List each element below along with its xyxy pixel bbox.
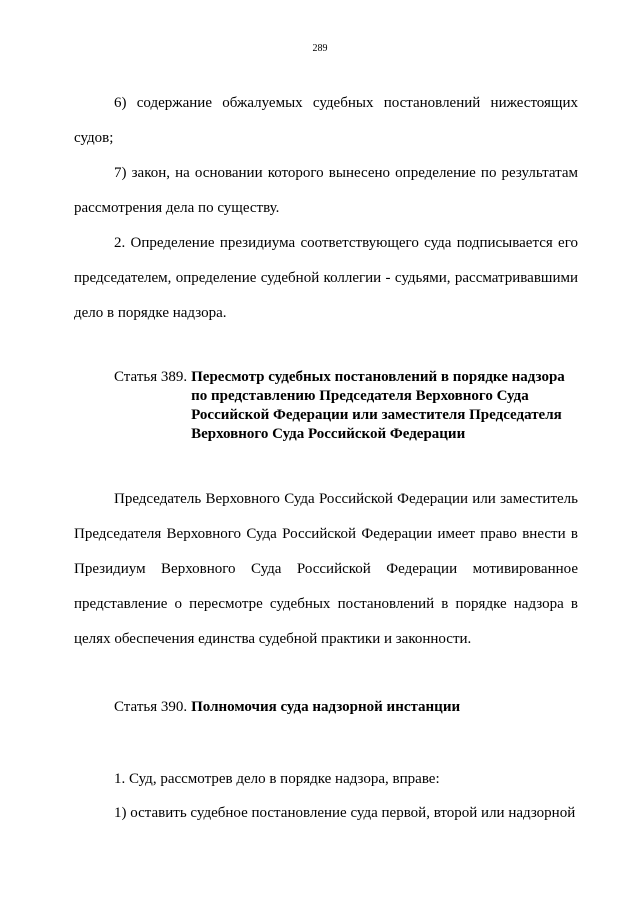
article-390-label: Статья 390.	[114, 699, 188, 715]
article-389-body: Председатель Верховного Суда Российской Федерации или заместитель Председателя Верховного Суда Российской Федерации имеет право внести в Президиум Верховного Суда Российской Федерации мотивированное представление о пересмотре судебных постановлений в порядке надзора в целях обеспечения единства судебной практики и законности.	[74, 491, 578, 647]
article-389-title: Пересмотр судебных постановлений в порядке надзора по представлению Председателя Верховного Суда Российской Федерации или заместителя Председателя Верховного Суда Российской Федерации	[191, 369, 565, 442]
paragraph-item-6: 6) содержание обжалуемых судебных постановлений нижестоящих судов;	[74, 95, 578, 146]
article-390-point-1: 1. Суд, рассмотрев дело в порядке надзора, вправе:	[114, 771, 440, 787]
article-389-label: Статья 389.	[114, 369, 188, 385]
article-389-heading	[114, 368, 584, 444]
article-390-heading	[114, 698, 584, 717]
paragraph-item-7: 7) закон, на основании которого вынесено определение по результатам рассмотрения дела по существу.	[74, 165, 578, 216]
paragraph-point-2: 2. Определение президиума соответствующего суда подписывается его председателем, определение судебной коллегии - судьями, рассматривавшими дело в порядке надзора.	[74, 235, 578, 321]
article-390-item-1: 1) оставить судебное постановление суда первой, второй или надзорной	[114, 805, 576, 821]
page-number: 289	[312, 43, 328, 54]
article-390-title: Полномочия суда надзорной инстанции	[191, 699, 461, 715]
